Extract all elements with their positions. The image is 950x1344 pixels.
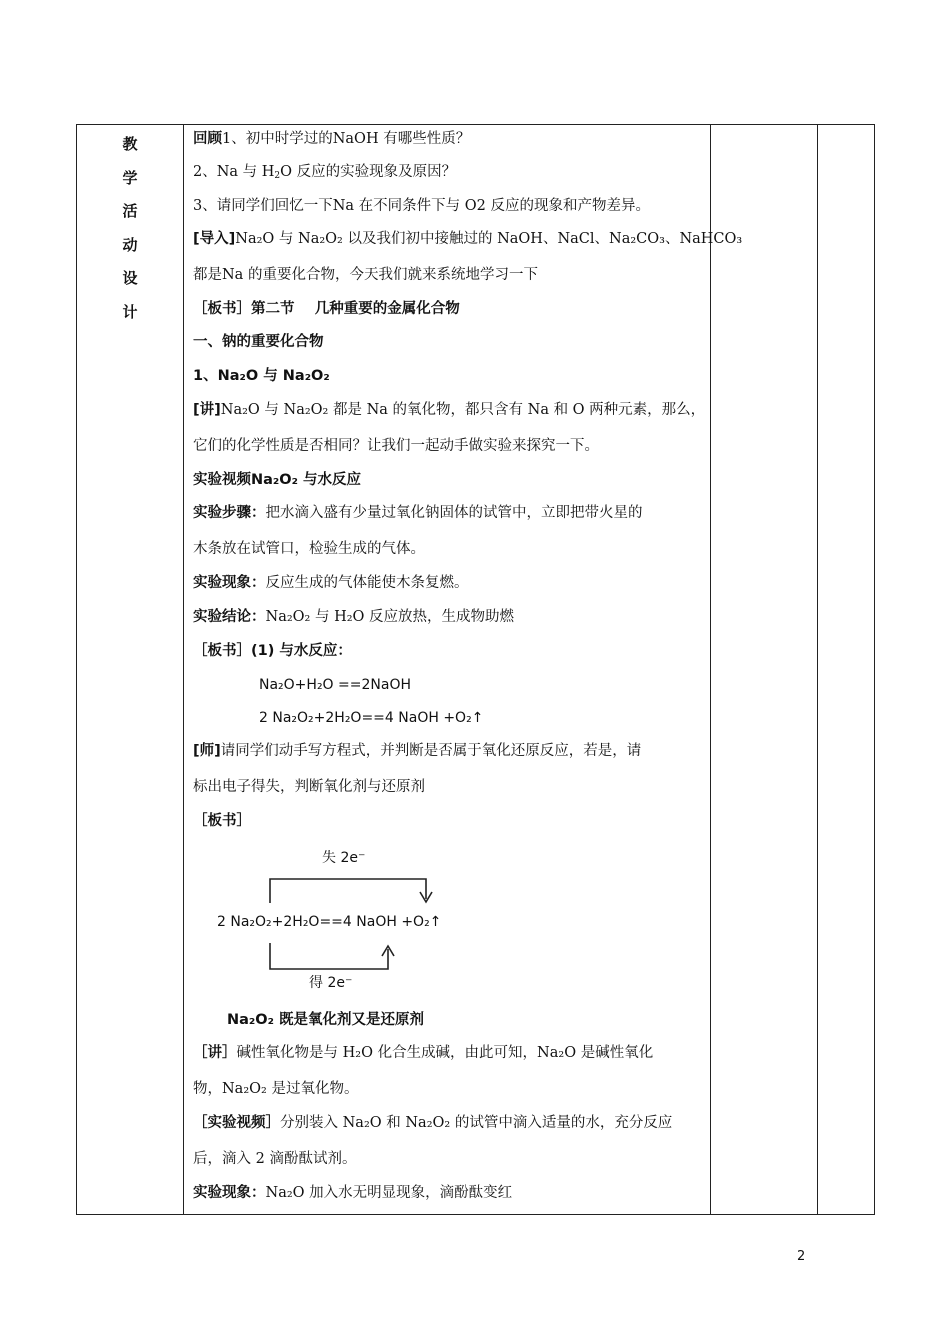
side-label-char: 活 [122, 202, 138, 220]
page-number: 2 [797, 1249, 806, 1264]
column-divider [183, 125, 184, 1214]
column-divider [710, 125, 711, 1214]
experiment-title: 实验视频Na₂O₂ 与水反应 [193, 472, 361, 488]
review-line-2: 2、Na 与 $H_2O$ 反应的实验现象及原因？ [193, 164, 457, 181]
side-label-char: 学 [122, 168, 138, 187]
lecture-line-2: 它们的化学性质是否相同？让我们一起动手做实验来探究一下。 [193, 438, 599, 454]
review-line-1: 回顾1、初中时学过的NaOH 有哪些性质？ [193, 131, 471, 147]
equation-3: 2 Na₂O₂+2H₂O==4 NaOH +O₂↑ [217, 914, 442, 930]
column-divider [817, 125, 818, 1214]
experiment-conclusion: 实验结论：Na₂O₂ 与 H₂O 反应放热，生成物助燃 [193, 609, 515, 625]
experiment-observation: 实验现象：反应生成的气体能使木条复燃。 [193, 575, 469, 591]
side-label-char: 设 [122, 269, 138, 287]
intro-line-2: 都是Na 的重要化合物，今天我们就来系统地学习一下 [193, 267, 538, 283]
topic-heading: 1、Na₂O 与 Na₂O₂ [193, 368, 330, 384]
experiment-steps-2: 木条放在试管口，检验生成的气体。 [193, 541, 425, 557]
video-line: ［实验视频］分别装入 Na₂O 和 Na₂O₂ 的试管中滴入适量的水，充分反应 [193, 1115, 673, 1131]
lecture-line-3: ［讲］碱性氧化物是与 H₂O 化合生成碱，由此可知，Na₂O 是碱性氧化 [193, 1045, 654, 1061]
intro-line: [导入]Na₂O 与 Na₂O₂ 以及我们初中接触过的 NaOH、NaCl、Na₂CO₃、NaHCO₃ [193, 231, 743, 247]
lecture-line-4: 物，Na₂O₂ 是过氧化物。 [193, 1081, 359, 1097]
side-label [77, 128, 183, 329]
section-heading: ［板书］第二节 几种重要的金属化合物 [193, 301, 460, 317]
video-line-2: 后，滴入 2 滴酚酞试剂。 [193, 1151, 357, 1167]
side-label-char: 动 [122, 235, 138, 254]
equation-1: Na₂O+H₂O ==2NaOH [259, 677, 411, 693]
board-heading-2: ［板书］ [193, 813, 251, 829]
observation-line: 实验现象：Na₂O 加入水无明显现象，滴酚酞变红 [193, 1185, 513, 1201]
teacher-line: [师]请同学们动手写方程式，并判断是否属于氧化还原反应，若是，请 [193, 743, 642, 759]
conclusion-line: Na₂O₂ 既是氧化剂又是还原剂 [227, 1012, 424, 1028]
teacher-line-2: 标出电子得失，判断氧化剂与还原剂 [193, 779, 425, 795]
electron-loss-label: 失 2e⁻ [322, 850, 366, 866]
review-line-3: 3、请同学们回忆一下Na 在不同条件下与 O2 反应的现象和产物差异。 [193, 198, 650, 214]
subsection-heading: 一、钠的重要化合物 [193, 334, 324, 350]
lecture-line: [讲]Na₂O 与 Na₂O₂ 都是 Na 的氧化物，都只含有 Na 和 O 两种元素，那么， [193, 402, 706, 418]
board-heading: ［板书］(1) 与水反应： [193, 643, 352, 659]
electron-gain-label: 得 2e⁻ [309, 975, 353, 991]
lesson-table [76, 124, 875, 1215]
side-label-char: 教 [122, 135, 138, 153]
side-label-char: 计 [122, 302, 138, 321]
experiment-steps: 实验步骤：把水滴入盛有少量过氧化钠固体的试管中，立即把带火星的 [193, 505, 643, 521]
equation-2: 2 Na₂O₂+2H₂O==4 NaOH +O₂↑ [259, 710, 484, 726]
electron-transfer-diagram [193, 125, 603, 285]
